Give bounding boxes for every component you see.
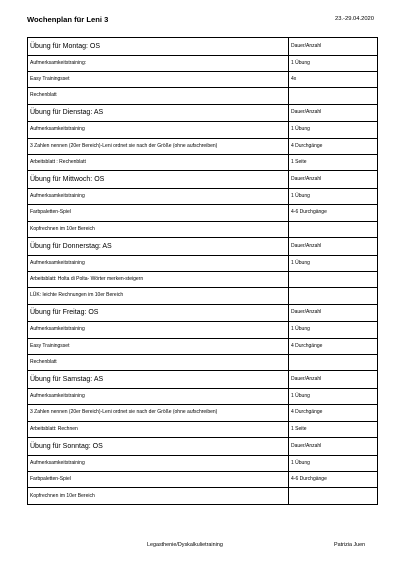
task-cell: Rechenblatt bbox=[28, 354, 289, 370]
amount-cell: 4 Durchgänge bbox=[289, 138, 378, 154]
amount-cell bbox=[289, 488, 378, 504]
plan-table-body bbox=[28, 38, 378, 505]
amount-cell bbox=[289, 221, 378, 237]
duration-header-cell: Dauer/Anzahl bbox=[289, 371, 378, 389]
task-cell: Arbeitsblatt : Rechenblatt bbox=[28, 154, 289, 170]
task-cell: 3 Zahlen nennen (20er Bereich)-Leni ordnet sie nach der Größe (ohne aufschreiben) bbox=[28, 138, 289, 154]
amount-cell: 1 Übung bbox=[289, 322, 378, 338]
amount-cell: 4 Durchgänge bbox=[289, 405, 378, 421]
duration-header-cell: Dauer/Anzahl bbox=[289, 238, 378, 256]
amount-cell bbox=[289, 288, 378, 304]
task-cell: Arbeitsblatt: Rechnen bbox=[28, 421, 289, 437]
amount-cell: 1 Übung bbox=[289, 55, 378, 71]
amount-cell: 1 Übung bbox=[289, 188, 378, 204]
amount-cell: 1 Übung bbox=[289, 255, 378, 271]
day-title-cell: Übung für Donnerstag: AS bbox=[28, 238, 289, 256]
duration-header-cell: Dauer/Anzahl bbox=[289, 104, 378, 122]
task-row bbox=[28, 288, 378, 304]
task-cell: Aufmerksamkeitstraining bbox=[28, 255, 289, 271]
task-cell: LÜK: leichte Rechnungen im 10er Bereich bbox=[28, 288, 289, 304]
task-row bbox=[28, 205, 378, 221]
page-header bbox=[27, 15, 375, 27]
duration-header-cell: Dauer/Anzahl bbox=[289, 304, 378, 322]
amount-cell: 4-6 Durchgänge bbox=[289, 471, 378, 487]
amount-cell: 1 Übung bbox=[289, 388, 378, 404]
task-row bbox=[28, 154, 378, 170]
task-row bbox=[28, 55, 378, 71]
task-row bbox=[28, 388, 378, 404]
day-header-row bbox=[28, 104, 378, 122]
day-header-row bbox=[28, 38, 378, 56]
day-header-row bbox=[28, 304, 378, 322]
task-cell: Aufmerksamkeitstraining: bbox=[28, 55, 289, 71]
page-title: Wochenplan für Leni 3 bbox=[27, 15, 109, 24]
amount-cell bbox=[289, 354, 378, 370]
amount-cell bbox=[289, 88, 378, 104]
task-row bbox=[28, 255, 378, 271]
task-cell: Rechenblatt bbox=[28, 88, 289, 104]
day-header-row bbox=[28, 371, 378, 389]
date-range: 23.-29.04.2020 bbox=[334, 16, 374, 22]
task-row bbox=[28, 138, 378, 154]
amount-cell bbox=[289, 271, 378, 287]
amount-cell: 1 Seite bbox=[289, 154, 378, 170]
day-title-cell: Übung für Mittwoch: OS bbox=[28, 171, 289, 189]
task-row bbox=[28, 471, 378, 487]
footer-training-label: Legasthenie/Dyskalkulietraining bbox=[147, 542, 223, 548]
task-row bbox=[28, 421, 378, 437]
day-title-cell: Übung für Samstag: AS bbox=[28, 371, 289, 389]
task-row bbox=[28, 271, 378, 287]
task-row bbox=[28, 322, 378, 338]
amount-cell: 1 Übung bbox=[289, 455, 378, 471]
task-cell: Farbpaletten-Spiel bbox=[28, 205, 289, 221]
footer-author: Patrizia Juen bbox=[334, 542, 366, 548]
amount-cell: 4x bbox=[289, 71, 378, 87]
task-cell: Farbpaletten-Spiel bbox=[28, 471, 289, 487]
task-cell: Arbeitsblatt: Holta di Polta- Wörter merken-steigern bbox=[28, 271, 289, 287]
amount-cell: 1 Übung bbox=[289, 122, 378, 138]
day-header-row bbox=[28, 171, 378, 189]
day-header-row bbox=[28, 438, 378, 456]
task-cell: Easy Trainingsset bbox=[28, 338, 289, 354]
task-cell: Easy Trainingsset bbox=[28, 71, 289, 87]
task-cell: Aufmerksamkeitstraining bbox=[28, 322, 289, 338]
task-row bbox=[28, 354, 378, 370]
amount-cell: 4 Durchgänge bbox=[289, 338, 378, 354]
task-row bbox=[28, 338, 378, 354]
task-row bbox=[28, 188, 378, 204]
task-cell: Aufmerksamkeitstraining bbox=[28, 188, 289, 204]
task-cell: Kopfrechnen im 10er Bereich bbox=[28, 488, 289, 504]
task-row bbox=[28, 88, 378, 104]
task-row bbox=[28, 221, 378, 237]
task-cell: Aufmerksamkeitstraining bbox=[28, 122, 289, 138]
task-row bbox=[28, 405, 378, 421]
task-row bbox=[28, 71, 378, 87]
duration-header-cell: Dauer/Anzahl bbox=[289, 171, 378, 189]
day-title-cell: Übung für Sonntag: OS bbox=[28, 438, 289, 456]
day-header-row bbox=[28, 238, 378, 256]
task-cell: Aufmerksamkeitstraining bbox=[28, 455, 289, 471]
amount-cell: 4-6 Durchgänge bbox=[289, 205, 378, 221]
task-row bbox=[28, 122, 378, 138]
task-row bbox=[28, 488, 378, 504]
amount-cell: 1 Seite bbox=[289, 421, 378, 437]
day-title-cell: Übung für Dienstag: AS bbox=[28, 104, 289, 122]
weekly-plan-table bbox=[27, 37, 378, 505]
day-title-cell: Übung für Freitag: OS bbox=[28, 304, 289, 322]
task-cell: 3 Zahlen nennen (20er Bereich)-Leni ordnet sie nach der Größe (ohne aufschreiben) bbox=[28, 405, 289, 421]
task-cell: Kopfrechnen im 10er Bereich bbox=[28, 221, 289, 237]
task-row bbox=[28, 455, 378, 471]
duration-header-cell: Dauer/Anzahl bbox=[289, 38, 378, 56]
task-cell: Aufmerksamkeitstraining bbox=[28, 388, 289, 404]
day-title-cell: Übung für Montag: OS bbox=[28, 38, 289, 56]
duration-header-cell: Dauer/Anzahl bbox=[289, 438, 378, 456]
